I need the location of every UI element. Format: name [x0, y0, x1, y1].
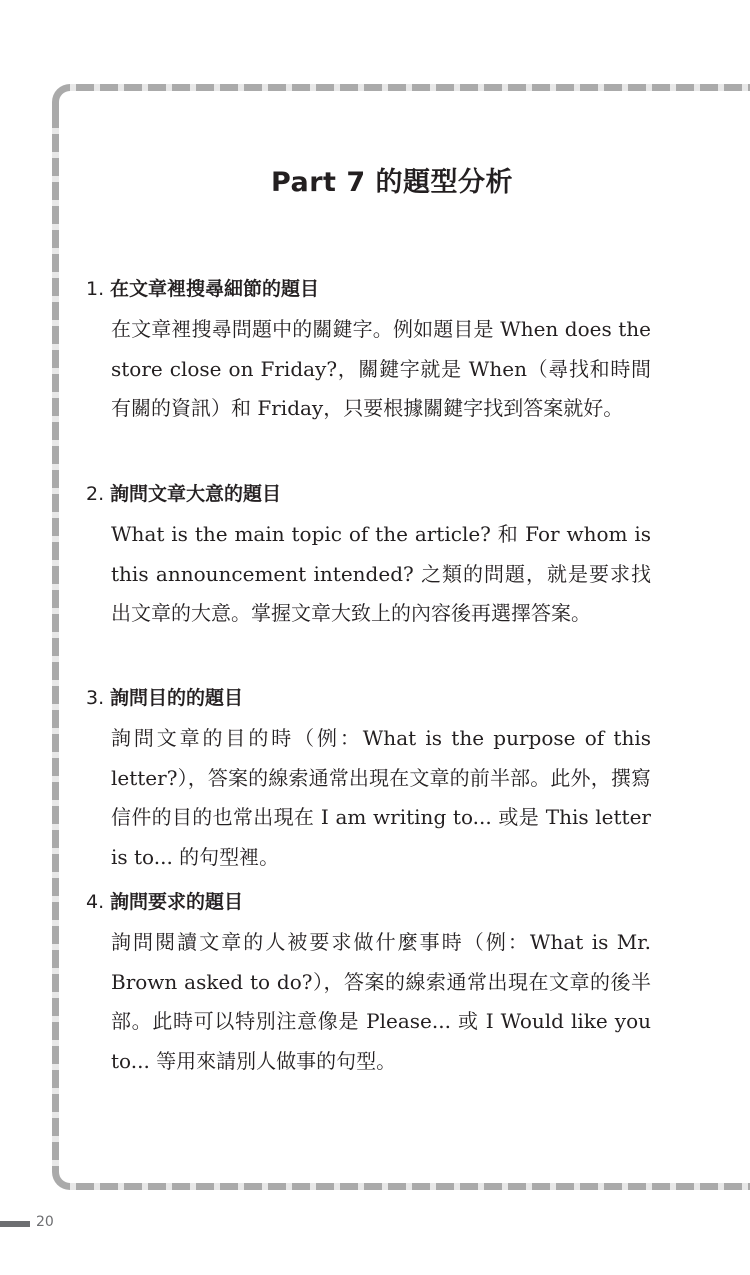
- section-heading-text: 詢問要求的題目: [110, 891, 244, 913]
- section-heading-text: 在文章裡搜尋細節的題目: [110, 278, 320, 300]
- section-body: 詢問文章的目的時（例：What is the purpose of this letter?），答案的線索通常出現在文章的前半部。此外，撰寫信件的目的也常出現在 I am writing to... 或是 This letter is to... 的句型裡。: [111, 726, 651, 869]
- section-number: 3.: [86, 687, 105, 709]
- section-number: 1.: [86, 278, 105, 300]
- section-2: [86, 481, 666, 634]
- section-heading-text: 詢問文章大意的題目: [110, 483, 282, 505]
- section-body: What is the main topic of the article? 和 For whom is this announcement intended? 之類的問題，就是要求找出文章的大意。掌握文章大致上的內容後再選擇答案。: [111, 522, 651, 625]
- section-4: [86, 889, 666, 1081]
- section-number: 4.: [86, 891, 105, 913]
- section-heading: [86, 481, 666, 507]
- section-1: [86, 276, 666, 429]
- section-body: 詢問閱讀文章的人被要求做什麼事時（例：What is Mr. Brown asked to do?），答案的線索通常出現在文章的後半部。此時可以特別注意像是 Please... 或 I Would like you to... 等用來請別人做事的句型。: [111, 930, 651, 1073]
- section-body: 在文章裡搜尋問題中的關鍵字。例如題目是 When does the store close on Friday?，關鍵字就是 When（尋找和時間有關的資訊）和 Friday，只要根據關鍵字找到答案就好。: [111, 317, 651, 420]
- dashed-box-left-edge: [52, 110, 59, 1166]
- section-3: [86, 685, 666, 877]
- section-heading: [86, 889, 666, 915]
- section-heading: [86, 685, 666, 711]
- page-number: 20: [36, 1214, 54, 1230]
- footer-bar: [0, 1221, 30, 1227]
- section-number: 2.: [86, 483, 105, 505]
- section-heading: [86, 276, 666, 302]
- page-title: Part 7 的題型分析: [270, 167, 514, 198]
- section-heading-text: 詢問目的的題目: [110, 687, 244, 709]
